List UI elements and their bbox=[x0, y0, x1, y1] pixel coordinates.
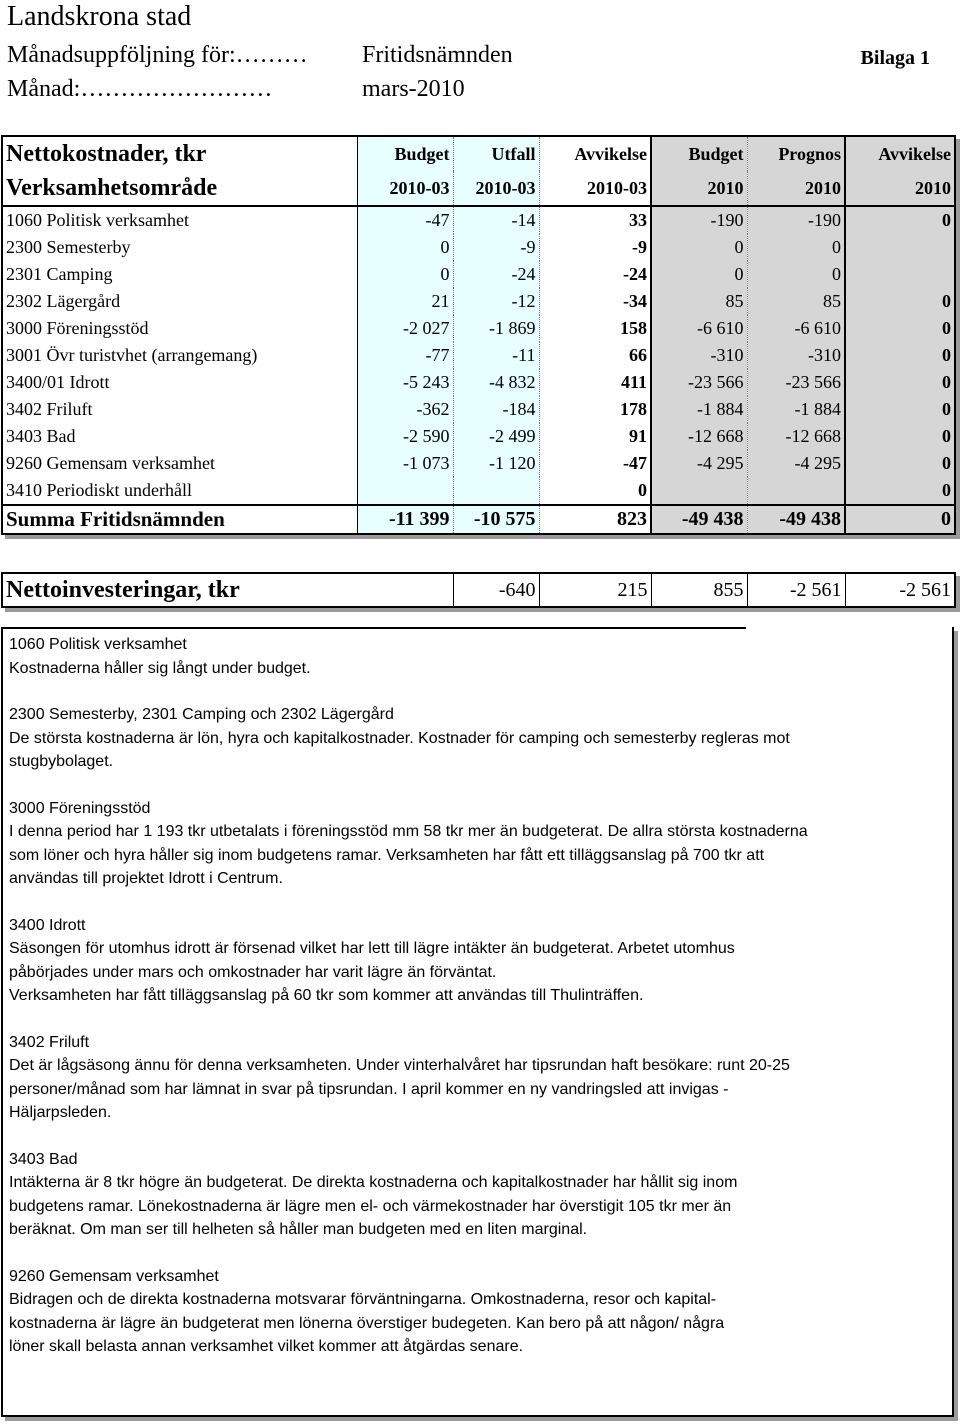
row-cell: -184 bbox=[453, 396, 539, 423]
table-row bbox=[2, 288, 955, 315]
row-label: 2302 Lägergård bbox=[2, 288, 357, 315]
row-cell: 0 bbox=[845, 206, 955, 234]
row-label: 2300 Semesterby bbox=[2, 234, 357, 261]
net-investment-table bbox=[1, 572, 956, 608]
row-cell: 178 bbox=[539, 396, 651, 423]
comment-text-line: som löner och hyra håller sig inom budgetens ramar. Verksamheten har fått ett tilläggsanslag på 700 tkr att bbox=[9, 846, 765, 864]
comment-text-line: Intäkterna är 8 tkr högre än budgeterat. De direkta kostnaderna och kapitalkostnader har hållit sig inom bbox=[9, 1174, 738, 1191]
comment-text-line: kostnaderna är lägre än budgeterat men lönerna överstiger budegeten. Kan bero på att någon/ några bbox=[9, 1314, 725, 1332]
comment-title: 1060 Politisk verksamhet bbox=[9, 636, 187, 653]
header-cell: Budget bbox=[651, 136, 747, 171]
row-cell: -47 bbox=[539, 450, 651, 477]
table-row bbox=[2, 423, 955, 450]
table-row bbox=[2, 315, 955, 342]
header-cell: 2010 bbox=[747, 171, 845, 206]
row-cell: -190 bbox=[651, 206, 747, 234]
row-cell: -2 027 bbox=[357, 315, 453, 342]
row-label: 3001 Övr turistvhet (arrangemang) bbox=[2, 342, 357, 369]
header-cell: 2010-03 bbox=[539, 171, 651, 206]
comment-title: 2300 Semesterby, 2301 Camping och 2302 Lägergård bbox=[9, 706, 394, 723]
row-cell: -6 610 bbox=[747, 315, 845, 342]
row-label: 2301 Camping bbox=[2, 261, 357, 288]
row-cell: 0 bbox=[845, 315, 955, 342]
row-cell: 0 bbox=[747, 261, 845, 288]
total-cell: 823 bbox=[539, 505, 651, 534]
row-cell: -14 bbox=[453, 206, 539, 234]
comment-text-line: Bidragen och de direkta kostnaderna motsvarar förväntningarna. Omkostnaderna, resor och kapital- bbox=[9, 1291, 717, 1308]
month-value: mars-2010 bbox=[362, 76, 465, 102]
header-cell: 2010-03 bbox=[357, 171, 453, 206]
row-cell: 411 bbox=[539, 369, 651, 396]
header-title: Nettokostnader, tkr bbox=[2, 136, 357, 171]
total-cell: 0 bbox=[845, 505, 955, 534]
row-cell bbox=[845, 261, 955, 288]
row-cell: -23 566 bbox=[651, 369, 747, 396]
row-cell: -47 bbox=[357, 206, 453, 234]
row-cell: -1 073 bbox=[357, 450, 453, 477]
investment-cell: -2 561 bbox=[845, 573, 955, 607]
table-row bbox=[2, 261, 955, 288]
total-cell: -10 575 bbox=[453, 505, 539, 534]
row-cell: 0 bbox=[845, 396, 955, 423]
comment-text-line: I denna period har 1 193 tkr utbetalats i föreningsstöd mm 58 tkr mer än budgeterat. De allra största kostnaderna bbox=[9, 823, 808, 840]
row-cell: -12 668 bbox=[651, 423, 747, 450]
total-cell: -11 399 bbox=[357, 505, 453, 534]
comment-text-line: Säsongen för utomhus idrott är försenad vilket har lett till lägre intäkter än budgeterat. Arbetet utomhus bbox=[9, 940, 735, 957]
comment-block bbox=[9, 914, 954, 1008]
table-header-row-1 bbox=[2, 136, 955, 171]
row-cell: 21 bbox=[357, 288, 453, 315]
month-label: Månad:…………………… bbox=[7, 76, 273, 102]
row-cell: 0 bbox=[651, 261, 747, 288]
row-cell: -362 bbox=[357, 396, 453, 423]
comment-title: 3402 Friluft bbox=[9, 1033, 90, 1051]
row-cell: -23 566 bbox=[747, 369, 845, 396]
investment-cell: -2 561 bbox=[747, 573, 845, 607]
table-header-row-2 bbox=[2, 171, 955, 206]
row-cell: 0 bbox=[747, 234, 845, 261]
row-cell: 0 bbox=[651, 234, 747, 261]
row-cell: -9 bbox=[453, 234, 539, 261]
row-cell: -4 295 bbox=[747, 450, 845, 477]
row-cell: -9 bbox=[539, 234, 651, 261]
row-cell bbox=[453, 477, 539, 505]
row-label: 3403 Bad bbox=[2, 423, 357, 450]
comments-box bbox=[1, 627, 954, 1417]
org-name: Landskrona stad bbox=[7, 1, 192, 32]
row-cell: -4 295 bbox=[651, 450, 747, 477]
total-label: Summa Fritidsnämnden bbox=[2, 505, 357, 534]
comment-text-line: Häljarpsleden. bbox=[9, 1104, 112, 1121]
header-cell: Utfall bbox=[453, 136, 539, 171]
row-cell: -6 610 bbox=[651, 315, 747, 342]
row-cell: 66 bbox=[539, 342, 651, 369]
header-cell: 2010 bbox=[845, 171, 955, 206]
row-cell: -5 243 bbox=[357, 369, 453, 396]
comment-title: 3403 Bad bbox=[9, 1150, 78, 1168]
comment-text-line: Kostnaderna håller sig långt under budget. bbox=[9, 659, 311, 677]
comment-block bbox=[9, 1031, 954, 1125]
row-cell: -12 668 bbox=[747, 423, 845, 450]
row-cell: -1 120 bbox=[453, 450, 539, 477]
investment-cell: 855 bbox=[651, 573, 747, 607]
row-label: 9260 Gemensam verksamhet bbox=[2, 450, 357, 477]
row-cell: -77 bbox=[357, 342, 453, 369]
row-label: 3000 Föreningsstöd bbox=[2, 315, 357, 342]
row-cell: -1 869 bbox=[453, 315, 539, 342]
row-cell: -11 bbox=[453, 342, 539, 369]
comment-text-line: användas till projektet Idrott i Centrum. bbox=[9, 870, 283, 887]
comment-block bbox=[9, 1265, 954, 1359]
comment-text-line: Det är lågsäsong ännu för denna verksamheten. Under vinterhalvåret har tipsrundan haft besökare: runt 20-25 bbox=[9, 1057, 790, 1074]
investment-cell: 215 bbox=[539, 573, 651, 607]
comment-title: 3400 Idrott bbox=[9, 916, 86, 934]
comment-title: 3000 Föreningsstöd bbox=[9, 799, 151, 817]
row-label: 3402 Friluft bbox=[2, 396, 357, 423]
row-cell: -1 884 bbox=[747, 396, 845, 423]
row-cell bbox=[747, 477, 845, 505]
row-cell: -190 bbox=[747, 206, 845, 234]
row-label: 3400/01 Idrott bbox=[2, 369, 357, 396]
row-cell: -24 bbox=[453, 261, 539, 288]
comment-text-line: personer/månad som har lämnat in svar på tipsrundan. I april kommer en ny vandringsled att invigas - bbox=[9, 1080, 729, 1098]
comment-text-line: stugbybolaget. bbox=[9, 753, 114, 770]
investment-label: Nettoinvesteringar, tkr bbox=[2, 573, 453, 607]
comment-text-line: Verksamheten har fått tilläggsanslag på 60 tkr som kommer att användas till Thulinträffen. bbox=[9, 987, 644, 1004]
table-row bbox=[2, 234, 955, 261]
row-cell: -24 bbox=[539, 261, 651, 288]
comment-block bbox=[9, 633, 954, 680]
header-cell: 2010 bbox=[651, 171, 747, 206]
row-cell: 0 bbox=[845, 423, 955, 450]
net-cost-table bbox=[1, 135, 956, 535]
comment-title: 9260 Gemensam verksamhet bbox=[9, 1267, 219, 1285]
comment-text-line: löner skall belasta annan verksamhet vilket kommer att åtgärdas senare. bbox=[9, 1338, 524, 1355]
row-cell: 33 bbox=[539, 206, 651, 234]
comment-text-line: budgetens ramar. Lönekostnaderna är lägre men el- och värmekostnader har överstigit 105 tkr mer än bbox=[9, 1197, 732, 1215]
row-cell: 0 bbox=[845, 369, 955, 396]
row-cell: 85 bbox=[747, 288, 845, 315]
comment-block bbox=[9, 703, 954, 774]
total-cell: -49 438 bbox=[651, 505, 747, 534]
row-cell: -310 bbox=[747, 342, 845, 369]
comment-block bbox=[9, 1148, 954, 1242]
table-row bbox=[2, 369, 955, 396]
row-label: 3410 Periodiskt underhåll bbox=[2, 477, 357, 505]
row-cell: 91 bbox=[539, 423, 651, 450]
row-label: 1060 Politisk verksamhet bbox=[2, 206, 357, 234]
row-cell: 85 bbox=[651, 288, 747, 315]
row-cell: 0 bbox=[845, 450, 955, 477]
comment-text-line: beräknat. Om man ser till helheten så håller man budgeten med en liten marginal. bbox=[9, 1221, 588, 1238]
header-cell: 2010-03 bbox=[453, 171, 539, 206]
total-cell: -49 438 bbox=[747, 505, 845, 534]
comment-block bbox=[9, 797, 954, 891]
header-cell: Avvikelse bbox=[845, 136, 955, 171]
row-cell: 158 bbox=[539, 315, 651, 342]
row-cell bbox=[651, 477, 747, 505]
row-cell: -4 832 bbox=[453, 369, 539, 396]
header-cell: Prognos bbox=[747, 136, 845, 171]
attachment-label: Bilaga 1 bbox=[860, 47, 930, 69]
row-cell bbox=[357, 477, 453, 505]
row-cell: -2 590 bbox=[357, 423, 453, 450]
table-row bbox=[2, 206, 955, 234]
investment-row bbox=[2, 573, 955, 607]
row-cell: 0 bbox=[845, 477, 955, 505]
table-row bbox=[2, 477, 955, 505]
row-cell: -2 499 bbox=[453, 423, 539, 450]
row-cell bbox=[845, 234, 955, 261]
table-row bbox=[2, 396, 955, 423]
followup-value: Fritidsnämnden bbox=[362, 42, 513, 68]
table-body bbox=[2, 206, 955, 505]
comments-top-border bbox=[1, 627, 746, 629]
row-cell: 0 bbox=[539, 477, 651, 505]
row-cell: 0 bbox=[845, 342, 955, 369]
table-row bbox=[2, 342, 955, 369]
comment-text-line: påbörjades under mars och omkostnader har varit lägre än förväntat. bbox=[9, 963, 497, 981]
header-cell: Avvikelse bbox=[539, 136, 651, 171]
header-subtitle: Verksamhetsområde bbox=[2, 171, 357, 206]
row-cell: 0 bbox=[845, 288, 955, 315]
row-cell: 0 bbox=[357, 261, 453, 288]
comments-list bbox=[9, 633, 954, 1382]
row-cell: -34 bbox=[539, 288, 651, 315]
table-total-row bbox=[2, 505, 955, 534]
investment-cell: -640 bbox=[453, 573, 539, 607]
row-cell: -12 bbox=[453, 288, 539, 315]
followup-label: Månadsuppföljning för:……… bbox=[7, 42, 308, 68]
comment-text-line: De största kostnaderna är lön, hyra och kapitalkostnader. Kostnader för camping och semesterby regleras mot bbox=[9, 729, 790, 747]
header-cell: Budget bbox=[357, 136, 453, 171]
row-cell: -310 bbox=[651, 342, 747, 369]
row-cell: -1 884 bbox=[651, 396, 747, 423]
row-cell: 0 bbox=[357, 234, 453, 261]
table-row bbox=[2, 450, 955, 477]
